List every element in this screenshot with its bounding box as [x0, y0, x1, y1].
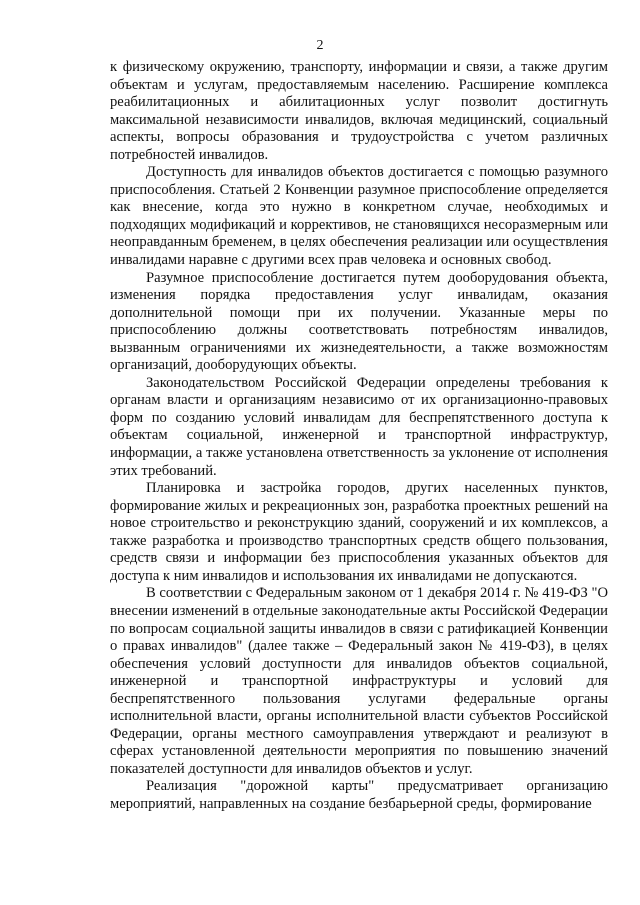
- paragraph-continuation: к физическому окружению, транспорту, информации и связи, а также другим объектам и услугам, предоставляемым населению. Расширение комплекса реабилитационных и абилитационных услуг позволит достигнуть максимальной независимости инвалидов, включая медицинский, социальный аспекты, вопросы образования и трудоустройства с учетом различных потребностей инвалидов.: [110, 59, 608, 163]
- paragraph-roadmap: Реализация "дорожной карты" предусматривает организацию мероприятий, направленных на создание безбарьерной среды, формирование: [110, 778, 608, 812]
- paragraph-accessibility: Доступность для инвалидов объектов достигается с помощью разумного приспособления. Статьей 2 Конвенции разумное приспособление определяется как внесение, когда это нужно в конкретном случае, необходимых и подходящих модификаций и коррективов, не становящихся несоразмерным или неоправданным бременем, в целях обеспечения реализации или осуществления инвалидами наравне с другими всех прав человека и основных свобод.: [110, 164, 608, 269]
- paragraph-planning: Планировка и застройка городов, других населенных пунктов, формирование жилых и рекреационных зон, разработка проектных решений на новое строительство и реконструкцию зданий, сооружений и их комплексов, а также разработка и производство транспортных средств общего пользования, средств связи и информации без приспособления указанных объектов для доступа к ним инвалидов и использования их инвалидами не допускаются.: [110, 480, 608, 584]
- paragraph-legislation: Законодательством Российской Федерации определены требования к органам власти и организациям независимо от их организационно-правовых форм по созданию условий инвалидам для беспрепятственного доступа к объектам социальной, инженерной и транспортной инфраструктур, информации, а также установлена ответственность за уклонение от исполнения этих требований.: [110, 374, 608, 479]
- paragraph-reasonable-accommodation: Разумное приспособление достигается путем дооборудования объекта, изменения порядка предоставления услуг инвалидам, оказания дополнительной помощи при их получении. Указанные меры по приспособлению должны соответствовать потребностям инвалидов, вызванным ограничениями их жизнедеятельности, а также возможностям организаций, дооборудующих объекты.: [110, 269, 608, 374]
- page-number: 2: [316, 38, 324, 53]
- document-body: [110, 59, 608, 814]
- paragraph-federal-law: В соответствии с Федеральным законом от 1 декабря 2014 г. № 419-ФЗ "О внесении изменений в отдельные законодательные акты Российской Федерации по вопросам социальной защиты инвалидов в связи с ратификацией Конвенции о правах инвалидов" (далее также – Федеральный закон № 419-ФЗ), в целях обеспечения условий доступности для инвалидов объектов социальной, инженерной и транспортной инфраструктуры и условий для беспрепятственного пользования услугами федеральные органы исполнительной власти, органы исполнительной власти субъектов Российской Федерации, органы местного самоуправления утверждают и реализуют в сферах установленной деятельности мероприятия по повышению значений показателей доступности для инвалидов объектов и услуг.: [110, 585, 608, 777]
